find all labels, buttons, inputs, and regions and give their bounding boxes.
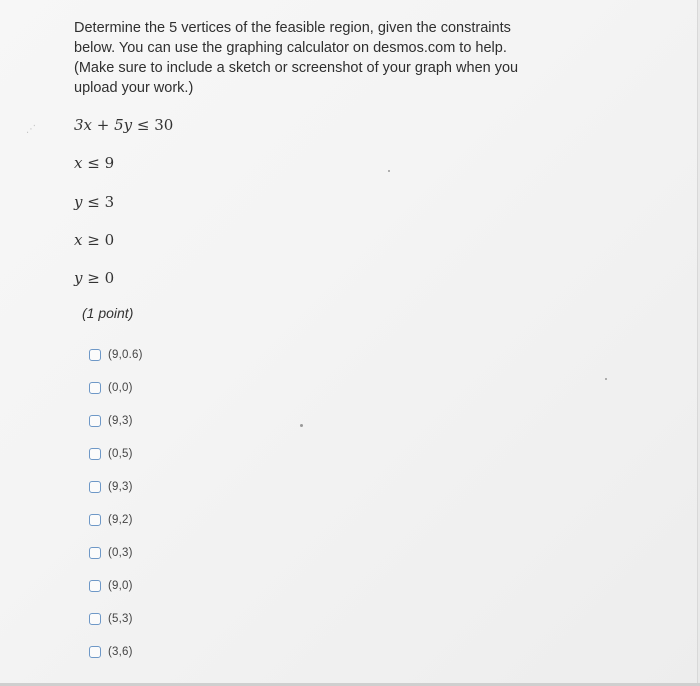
option-label: (9,3) bbox=[108, 415, 133, 427]
constraint-lhs: y bbox=[74, 269, 83, 287]
question-text: Determine the 5 vertices of the feasible region, given the constraints below. You can use the graphing calculator on desmos.com to help. (Make sure to include a sketch or screenshot of your graph when you upload your work.) bbox=[74, 20, 519, 96]
constraint-1 bbox=[74, 116, 173, 134]
option-label: (9,3) bbox=[108, 481, 133, 493]
option-label: (9,2) bbox=[108, 514, 133, 526]
constraint-rhs: 0 bbox=[104, 269, 115, 287]
speck bbox=[388, 170, 390, 172]
points-label: (1 point) bbox=[82, 305, 134, 321]
constraint-2 bbox=[74, 154, 114, 172]
checkbox[interactable] bbox=[89, 448, 101, 460]
constraint-rhs: 3 bbox=[104, 193, 115, 211]
option-label: (9,0) bbox=[108, 580, 133, 592]
constraint-rhs: 9 bbox=[104, 154, 115, 172]
constraint-operator: ≤ bbox=[87, 193, 100, 211]
constraint-rhs: 30 bbox=[154, 116, 174, 134]
checkbox[interactable] bbox=[89, 481, 101, 493]
constraint-lhs: x bbox=[74, 154, 83, 172]
checkbox[interactable] bbox=[89, 613, 101, 625]
option-1[interactable] bbox=[89, 345, 143, 365]
checkbox[interactable] bbox=[89, 646, 101, 658]
checkbox[interactable] bbox=[89, 547, 101, 559]
constraint-operator: ≤ bbox=[87, 154, 100, 172]
speck bbox=[300, 424, 303, 427]
constraint-lhs: y bbox=[74, 193, 83, 211]
constraint-operator: ≤ bbox=[136, 116, 150, 134]
option-3[interactable] bbox=[89, 411, 133, 431]
option-label: (9,0.6) bbox=[108, 349, 143, 361]
option-9[interactable] bbox=[89, 609, 133, 629]
question-prompt bbox=[74, 18, 544, 98]
constraint-3 bbox=[74, 193, 114, 211]
option-label: (0,5) bbox=[108, 448, 133, 460]
constraint-lhs: x bbox=[74, 231, 83, 249]
faint-mark: ⋰ bbox=[26, 124, 36, 135]
checkbox[interactable] bbox=[89, 580, 101, 592]
checkbox[interactable] bbox=[89, 349, 101, 361]
constraint-lhs: 3x + 5y bbox=[74, 116, 133, 134]
checkbox[interactable] bbox=[89, 382, 101, 394]
option-label: (5,3) bbox=[108, 613, 133, 625]
speck bbox=[605, 378, 607, 380]
checkbox[interactable] bbox=[89, 415, 101, 427]
option-4[interactable] bbox=[89, 444, 133, 464]
option-2[interactable] bbox=[89, 378, 133, 398]
option-8[interactable] bbox=[89, 576, 133, 596]
constraint-operator: ≥ bbox=[87, 231, 100, 249]
option-10[interactable] bbox=[89, 642, 133, 662]
option-6[interactable] bbox=[89, 510, 133, 530]
option-label: (0,0) bbox=[108, 382, 133, 394]
constraint-operator: ≥ bbox=[87, 269, 100, 287]
checkbox[interactable] bbox=[89, 514, 101, 526]
option-label: (0,3) bbox=[108, 547, 133, 559]
constraint-5 bbox=[74, 269, 114, 287]
option-label: (3,6) bbox=[108, 646, 133, 658]
option-5[interactable] bbox=[89, 477, 133, 497]
constraint-4 bbox=[74, 231, 114, 249]
option-7[interactable] bbox=[89, 543, 133, 563]
constraint-rhs: 0 bbox=[104, 231, 115, 249]
